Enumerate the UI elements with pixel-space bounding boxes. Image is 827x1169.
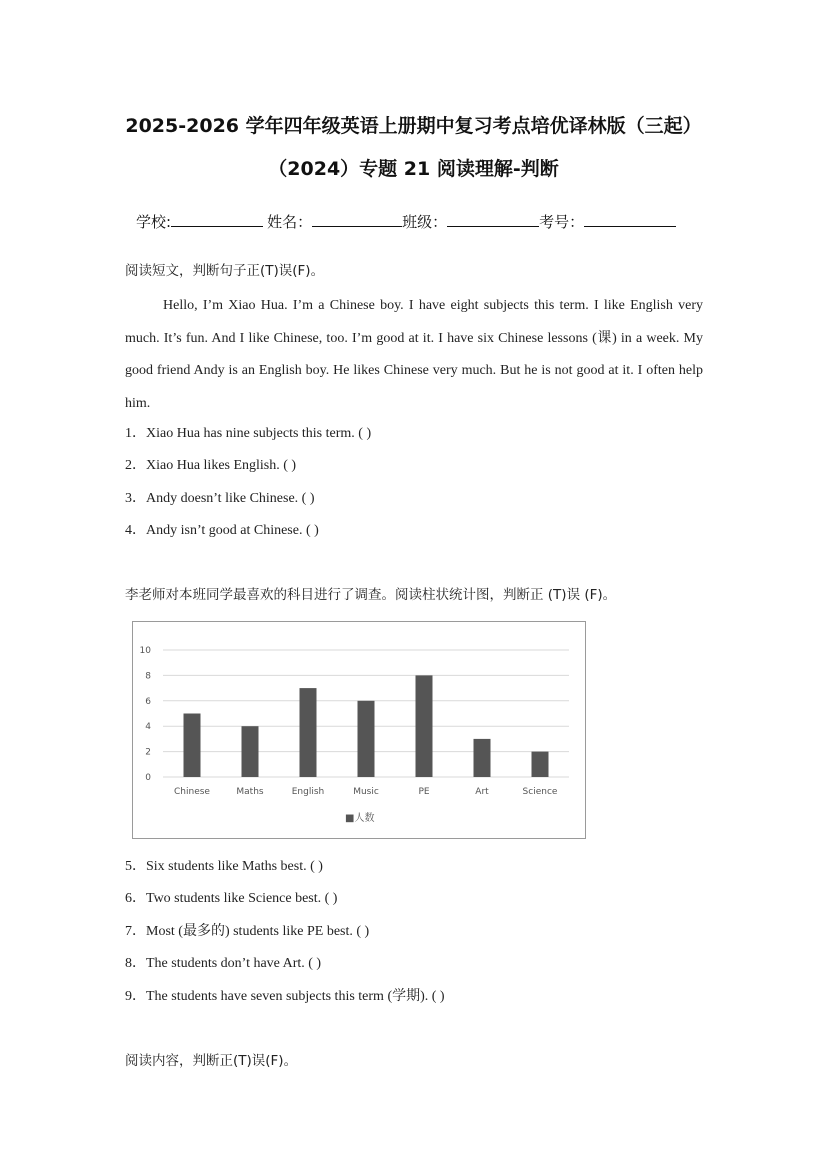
x-tick-label: Chinese [174, 787, 210, 797]
bar-chinese [184, 714, 201, 778]
question-4: 4．Andy isn’t good at Chinese. ( ) [125, 523, 319, 538]
y-tick-label: 0 [145, 773, 151, 783]
x-tick-label: Science [522, 787, 558, 797]
bar-science [532, 752, 549, 777]
exam-number-label: 考号： [539, 213, 585, 231]
legend-label: ■人数 [345, 813, 375, 824]
section3-instruction: 阅读内容，判断正(T)误(F)。 [125, 1053, 298, 1069]
question-9: 9．The students have seven subjects this term (学期). ( ) [125, 989, 445, 1004]
student-info-row [136, 210, 676, 232]
page-title-line1: 2025-2026 学年四年级英语上册期中复习考点培优译林版（三起） [125, 115, 702, 137]
bar-art [474, 739, 491, 777]
class-label: 班级： [402, 213, 448, 231]
x-tick-label: English [291, 787, 325, 797]
name-blank[interactable] [312, 210, 402, 227]
page-title-line2: （2024）专题 21 阅读理解-判断 [268, 158, 559, 180]
y-tick-label: 2 [145, 747, 151, 758]
y-tick-label: 8 [145, 671, 151, 682]
y-tick-label: 10 [139, 646, 151, 656]
bar-chart [132, 621, 586, 839]
name-label: 姓名： [267, 213, 313, 231]
school-blank[interactable] [171, 210, 263, 227]
question-5: 5．Six students like Maths best. ( ) [125, 859, 323, 874]
bar-pe [416, 675, 433, 777]
question-3: 3．Andy doesn’t like Chinese. ( ) [125, 491, 315, 506]
class-blank[interactable] [447, 210, 539, 227]
x-tick-label: Art [475, 787, 489, 797]
section1-instruction: 阅读短文，判断句子正(T)误(F)。 [125, 263, 325, 279]
school-label: 学校: [136, 213, 172, 231]
bar-chart-svg [133, 622, 585, 838]
x-tick-label: PE [418, 787, 430, 797]
question-8: 8．The students don’t have Art. ( ) [125, 956, 322, 971]
reading-passage: Hello, I’m Xiao Hua. I’m a Chinese boy. I have eight subjects this term. I like English very much. It’s fun. And I like Chinese, too. I’m good at it. I have six Chinese lessons (课) in a week. My good friend Andy is an English boy. He likes Chinese very much. But he is not good at it. I often help him. [125, 298, 703, 411]
x-tick-label: Music [353, 787, 379, 797]
x-tick-label: Maths [236, 787, 264, 797]
bar-music [358, 701, 375, 777]
question-2: 2．Xiao Hua likes English. ( ) [125, 458, 297, 473]
y-tick-label: 6 [145, 696, 151, 707]
question-6: 6．Two students like Science best. ( ) [125, 891, 338, 906]
question-7: 7．Most (最多的) students like PE best. ( ) [125, 924, 370, 939]
question-1: 1．Xiao Hua has nine subjects this term. ( ) [125, 426, 372, 441]
exam-number-blank[interactable] [584, 210, 676, 227]
bar-english [300, 688, 317, 777]
bar-maths [242, 726, 259, 777]
y-tick-label: 4 [145, 722, 151, 733]
section2-instruction: 李老师对本班同学最喜欢的科目进行了调查。阅读柱状统计图，判断正 (T)误 (F)。 [125, 587, 617, 603]
